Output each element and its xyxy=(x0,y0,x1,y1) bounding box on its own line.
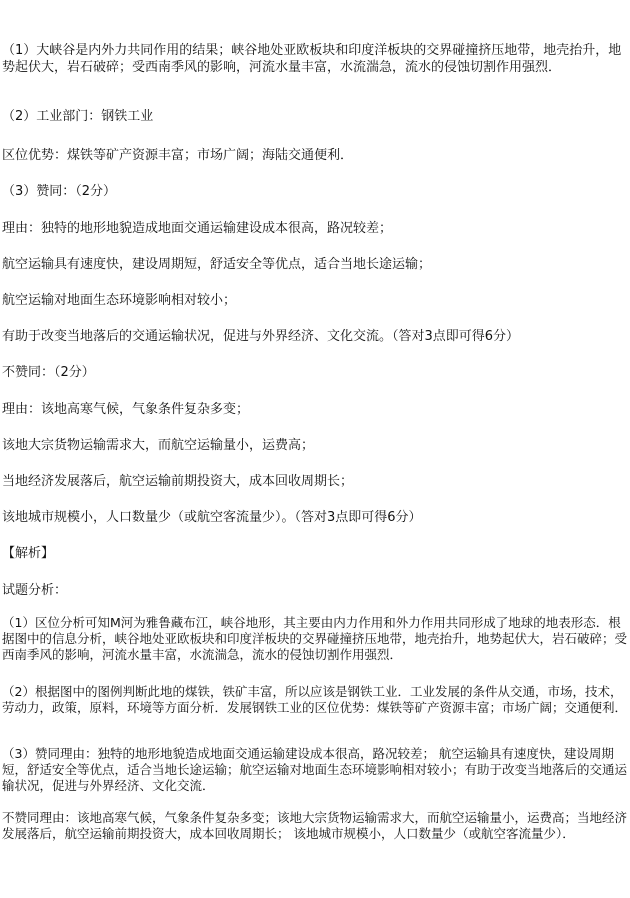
analysis-part-3: （3）赞同理由：独特的地形地貌造成地面交通运输建设成本很高，路况较差； 航空运输具有速度快，建设周期短，舒适安全等优点，适合当地长途运输；航空运输对地面生态环境影响相对较小；有助于改变当地落后的交通运输状况，促进与外界经济、文化交流． xyxy=(2,746,628,793)
answer-agree-reason-3: 航空运输对地面生态环境影响相对较小； xyxy=(2,293,237,308)
answer-disagree-reason-3: 当地经济发展落后，航空运输前期投资大，成本回收周期长； xyxy=(2,474,354,489)
analysis-part-2: （2）根据图中的图例判断此地的煤铁，铁矿丰富，所以应该是钢铁工业．工业发展的条件从交通，市场，技术，劳动力，政策，原料，环境等方面分析．发展钢铁工业的区位优势：煤铁等矿产资源丰富；市场广阔；交通便利． xyxy=(2,684,628,715)
answer-disagree-reason-1: 理由：该地高寒气候，气象条件复杂多变； xyxy=(2,402,250,417)
answer-agree-reason-1: 理由：独特的地形地貌造成地面交通运输建设成本很高，路况较差； xyxy=(2,221,393,236)
answer-industry-sector: （2）工业部门：钢铁工业 xyxy=(2,109,154,124)
analysis-part-1: （1）区位分析可知M河为雅鲁藏布江，峡谷地形，其主要由内力作用和外力作用共同形成了地球的地表形态．根据图中的信息分析，峡谷地处亚欧板块和印度洋板块的交界碰撞挤压地带，地壳抬升，地势起伏大，岩石破碎；受西南季风的影响，河流水量丰富，水流湍急，流水的侵蚀切割作用强烈． xyxy=(2,615,628,662)
answer-disagree-reason-2: 该地大宗货物运输需求大，而航空运输量小，运费高； xyxy=(2,438,315,453)
answer-paragraph-1: （1）大峡谷是内外力共同作用的结果；峡谷地处亚欧板块和印度洋板块的交界碰撞挤压地带，地壳抬升，地势起伏大，岩石破碎；受西南季风的影响，河流水量丰富，水流湍急，流水的侵蚀切割作用强烈． xyxy=(2,43,622,75)
answer-disagree-reason-4: 该地城市规模小，人口数量少（或航空客流量少）。（答对3点即可得6分） xyxy=(2,510,422,525)
analysis-disagree-reasons: 不赞同理由：该地高寒气候，气象条件复杂多变；该地大宗货物运输需求大，而航空运输量小，运费高；当地经济发展落后，航空运输前期投资大，成本回收周期长； 该地城市规模小，人口数量少（或航空客流量少）． xyxy=(2,810,628,841)
answer-agree-reason-4: 有助于改变当地落后的交通运输状况，促进与外界经济、文化交流。（答对3点即可得6分） xyxy=(2,329,520,344)
answer-agree-reason-2: 航空运输具有速度快，建设周期短，舒适安全等优点，适合当地长途运输； xyxy=(2,257,432,272)
analysis-heading: 【解析】 xyxy=(2,546,55,561)
answer-agree-heading: （3）赞同：（2分） xyxy=(2,184,117,199)
analysis-intro: 试题分析： xyxy=(2,583,68,598)
answer-location-advantage: 区位优势：煤铁等矿产资源丰富；市场广阔；海陆交通便利． xyxy=(2,148,354,163)
answer-disagree-heading: 不赞同：（2分） xyxy=(2,365,95,380)
